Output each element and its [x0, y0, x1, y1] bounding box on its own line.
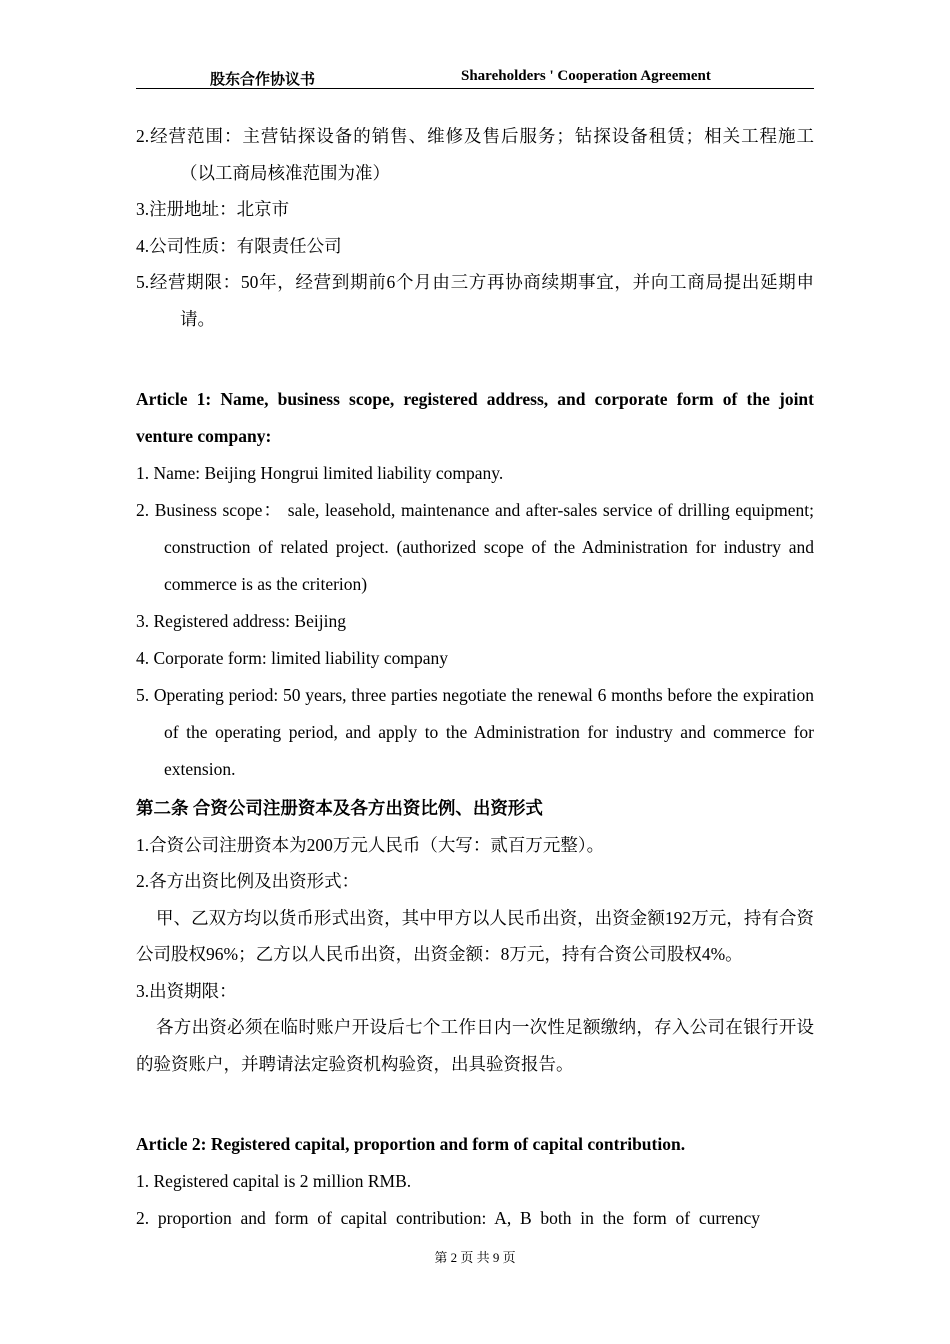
page-footer: 第 2 页 共 9 页: [434, 1250, 516, 1265]
header-title-cn: 股东合作协议书: [210, 72, 316, 88]
article-1-item-4: 4. Corporate form: limited liability company: [136, 648, 449, 668]
article-1-title: Article 1: Name, business scope, registered address, and corporate form of the joint venture company:: [136, 389, 814, 446]
cn1-item-4: 4.公司性质：有限责任公司: [136, 235, 342, 256]
cn1-item-3: 3.注册地址：北京市: [136, 199, 290, 219]
page-header: [136, 66, 814, 89]
article-1-item-2: 2. Business scope： sale, leasehold, maintenance and after-sales service of drilling equipment; construction of related project. (authorized scope of the Administration for industry and commerce is as the criterion): [136, 500, 814, 594]
cn2-item-3-text: 各方出资必须在临时账户开设后七个工作日内一次性足额缴纳，存入公司在银行开设的验资账户，并聘请法定验资机构验资，出具验资报告。: [136, 1017, 814, 1074]
cn1-item-2: 2.经营范围：主营钻探设备的销售、维修及售后服务；钻探设备租赁；相关工程施工（以工商局核准范围为准）: [136, 126, 814, 183]
cn1-item-5: 5.经营期限：50年，经营到期前6个月由三方再协商续期事宜，并向工商局提出延期申请。: [136, 272, 814, 329]
header-title-en: Shareholders ' Cooperation Agreement: [461, 68, 711, 84]
document-body: [136, 118, 814, 1237]
article-1-item-1: 1. Name: Beijing Hongrui limited liability company.: [136, 463, 504, 483]
cn2-item-3: 3.出资期限：: [136, 980, 237, 1001]
cn2-item-2: 2.各方出资比例及出资形式：: [136, 871, 360, 891]
article-2-item-1: 1. Registered capital is 2 million RMB.: [136, 1171, 412, 1191]
cn2-item-2-text: 甲、乙双方均以货币形式出资，其中甲方以人民币出资，出资金额192万元，持有合资公司股权96%；乙方以人民币出资，出资金额：8万元，持有合资公司股权4%。: [136, 907, 814, 964]
article-1-item-3: 3. Registered address: Beijing: [136, 611, 346, 631]
section-2-title-cn: 第二条 合资公司注册资本及各方出资比例、出资形式: [136, 798, 543, 818]
cn2-item-1: 1.合资公司注册资本为200万元人民币（大写：贰百万元整）。: [136, 834, 605, 855]
article-1-item-5: 5. Operating period: 50 years, three parties negotiate the renewal 6 months before the expiration of the operating period, and apply to the Administration for industry and commerce for extension.: [136, 685, 814, 779]
article-2-item-2: 2. proportion and form of capital contribution: A, B both in the form of currency: [136, 1208, 761, 1228]
article-2-title: Article 2: Registered capital, proportion and form of capital contribution.: [136, 1134, 686, 1154]
spacer: [136, 1082, 814, 1126]
spacer: [136, 337, 814, 381]
